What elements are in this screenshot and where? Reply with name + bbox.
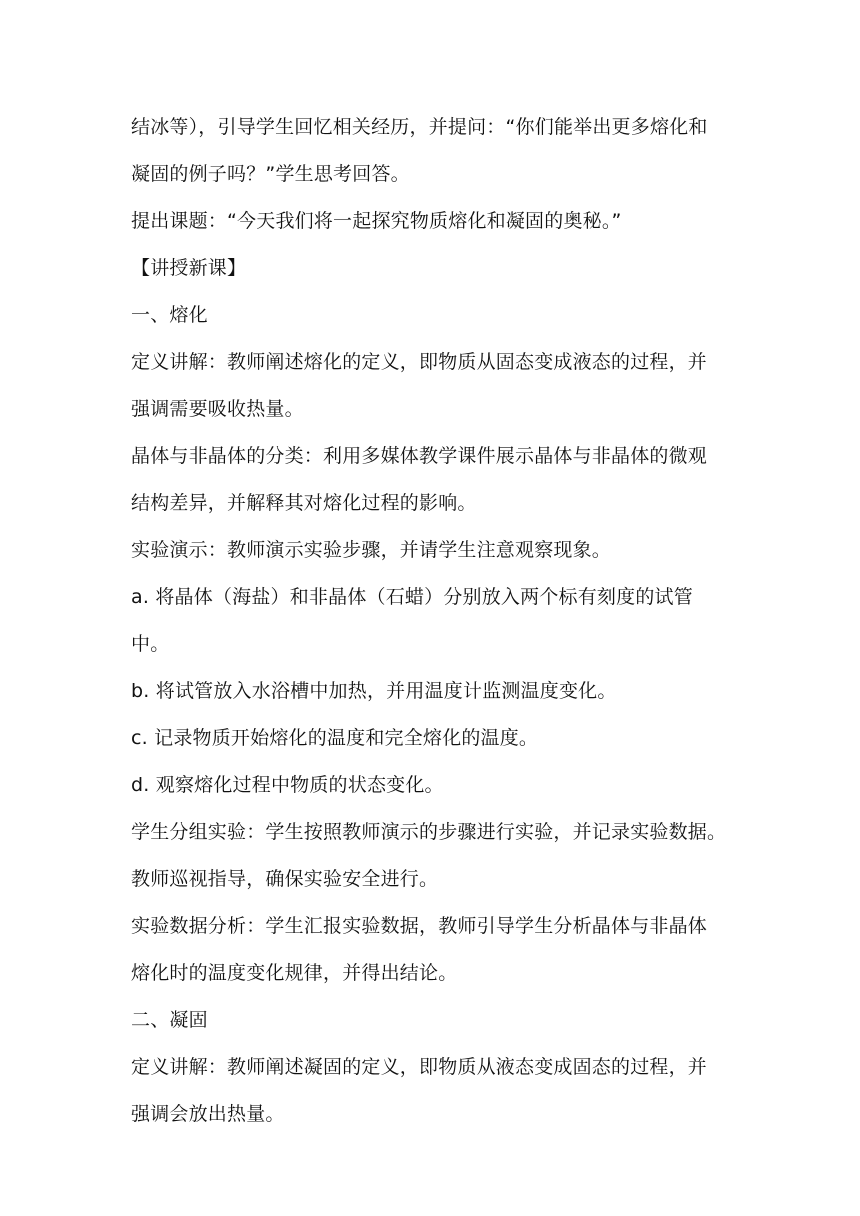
text-line: 结构差异，并解释其对熔化过程的影响。 <box>131 492 477 514</box>
list-item: b. 将试管放入水浴槽中加热，并用温度计监测温度变化。 <box>131 680 617 702</box>
list-item: a. 将晶体（海盐）和非晶体（石蜡）分别放入两个标有刻度的试管 <box>131 586 693 608</box>
text-line: 强调会放出热量。 <box>131 1103 285 1125</box>
document-body <box>131 104 737 1138</box>
list-item: d. 观察熔化过程中物质的状态变化。 <box>131 774 444 796</box>
text-line: 学生分组实验：学生按照教师演示的步骤进行实验，并记录实验数据。 <box>131 821 727 843</box>
list-item: c. 记录物质开始熔化的温度和完全熔化的温度。 <box>131 727 539 749</box>
subsection-heading: 二、凝固 <box>131 1009 208 1031</box>
text-line: 定义讲解：教师阐述熔化的定义，即物质从固态变成液态的过程，并 <box>131 351 708 373</box>
text-line: 提出课题：“今天我们将一起探究物质熔化和凝固的奥秘。” <box>131 210 622 232</box>
text-line: 结冰等），引导学生回忆相关经历，并提问：“你们能举出更多熔化和 <box>131 116 708 138</box>
text-line: 强调需要吸收热量。 <box>131 398 304 420</box>
text-line: 熔化时的温度变化规律，并得出结论。 <box>131 962 458 984</box>
text-line: 定义讲解：教师阐述凝固的定义，即物质从液态变成固态的过程，并 <box>131 1056 708 1078</box>
text-line: 晶体与非晶体的分类：利用多媒体教学课件展示晶体与非晶体的微观 <box>131 445 708 467</box>
text-line: 实验数据分析：学生汇报实验数据，教师引导学生分析晶体与非晶体 <box>131 915 708 937</box>
list-item: 中。 <box>131 633 170 655</box>
text-line: 凝固的例子吗？”学生思考回答。 <box>131 163 410 185</box>
section-heading: 【讲授新课】 <box>131 257 247 279</box>
subsection-heading: 一、熔化 <box>131 304 208 326</box>
text-line: 实验演示：教师演示实验步骤，并请学生注意观察现象。 <box>131 539 612 561</box>
text-line: 教师巡视指导，确保实验安全进行。 <box>131 868 439 890</box>
